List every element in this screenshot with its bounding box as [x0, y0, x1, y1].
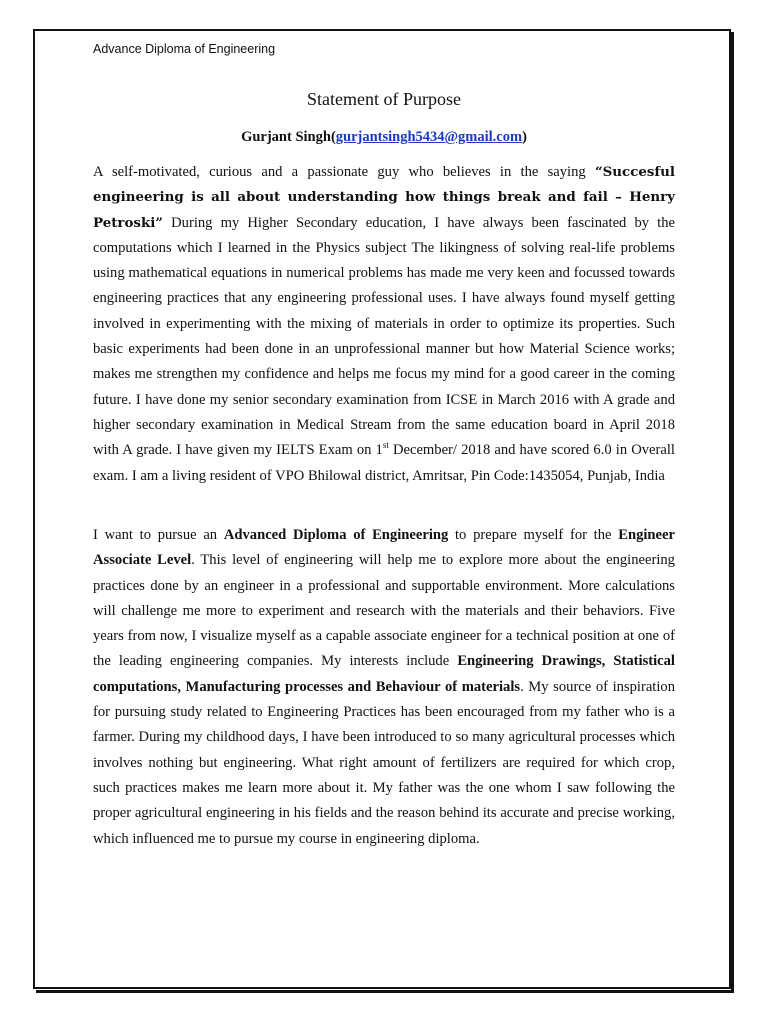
paragraph-2: [93, 523, 675, 852]
paragraph-1-quote: “Succesful engineering is all about understanding how things break and fail – Henry Petroski”: [93, 164, 675, 231]
author-close-paren: ): [522, 129, 527, 145]
page-shadow-bottom: [36, 990, 734, 993]
author-name: Gurjant Singh: [241, 129, 331, 145]
paragraph-2-part-4: . My source of inspiration for pursuing study related to Engineering Practices has been encouraged from my father who is a farmer. During my childhood days, I have been introduced to so many agricultural processes which involves nothing but engineering. What right amount of fertilizers are required for which crop, such practices makes me learn more about it. My father was the one whom I saw following the proper agricultural engineering in his fields and the reason behind its accurate and precise working, which influenced me to pursue my course in engineering diploma.: [93, 678, 675, 847]
document-title: Statement of Purpose: [307, 89, 461, 109]
paragraph-1-intro: A self-motivated, curious and a passionate guy who believes in the saying: [93, 164, 595, 180]
paragraph-2-part-2: to prepare myself for the: [448, 527, 619, 543]
paragraph-1: [93, 160, 675, 489]
paragraph-2-bold-2: Engineer Associate Level: [93, 527, 675, 569]
ordinal-superscript: st: [382, 440, 389, 451]
paragraph-1-body: During my Higher Secondary education, I have always been fascinated by the computations which I learned in the Physics subject The likingness of solving real-life problems using mathematical equations in numerical problems has made me very keen and focussed towards engineering practices that any engineering professional uses. I have always found myself getting involved in experimenting with the mixing of materials in order to optimize its properties. Such basic experiments had been done in an unprofessional manner but how Material Science works; makes me strengthen my confidence and helps me focus my mind for a good career in the coming future. I have done my senior secondary examination from ICSE in March 2016 with A grade and higher secondary examination in Medical Stream from the same education board in April 2018 with A grade. I have given my IELTS Exam on 1: [93, 214, 675, 459]
author-email-link[interactable]: gurjantsingh5434@gmail.com: [335, 129, 523, 145]
page-shadow-right: [731, 32, 734, 993]
page-header: Advance Diploma of Engineering: [93, 42, 276, 56]
author-line: [0, 129, 768, 146]
paragraph-2-bold-1: Advanced Diploma of Engineering: [223, 527, 449, 543]
paragraph-1-ending: December/ 2018 and have scored 6.0 in Overall exam. I am a living resident of VPO Bhilowal district, Amritsar, Pin Code:1435054, Punjab, India: [93, 442, 675, 484]
paragraph-2-part-3: . This level of engineering will help me to explore more about the engineering practices done by an engineer in a professional and supportable environment. More calculations will challenge me more to experiment and research with the materials and their behaviors. Five years from now, I visualize myself as a capable associate engineer for a technical position at one of the leading engineering companies. My interests include: [93, 552, 675, 670]
paragraph-2-bold-3: Engineering Drawings, Statistical computations, Manufacturing processes and Behaviour of materials: [93, 653, 675, 695]
author-open-paren: (: [330, 129, 336, 145]
paragraph-2-part-1: I want to pursue an: [93, 527, 224, 543]
